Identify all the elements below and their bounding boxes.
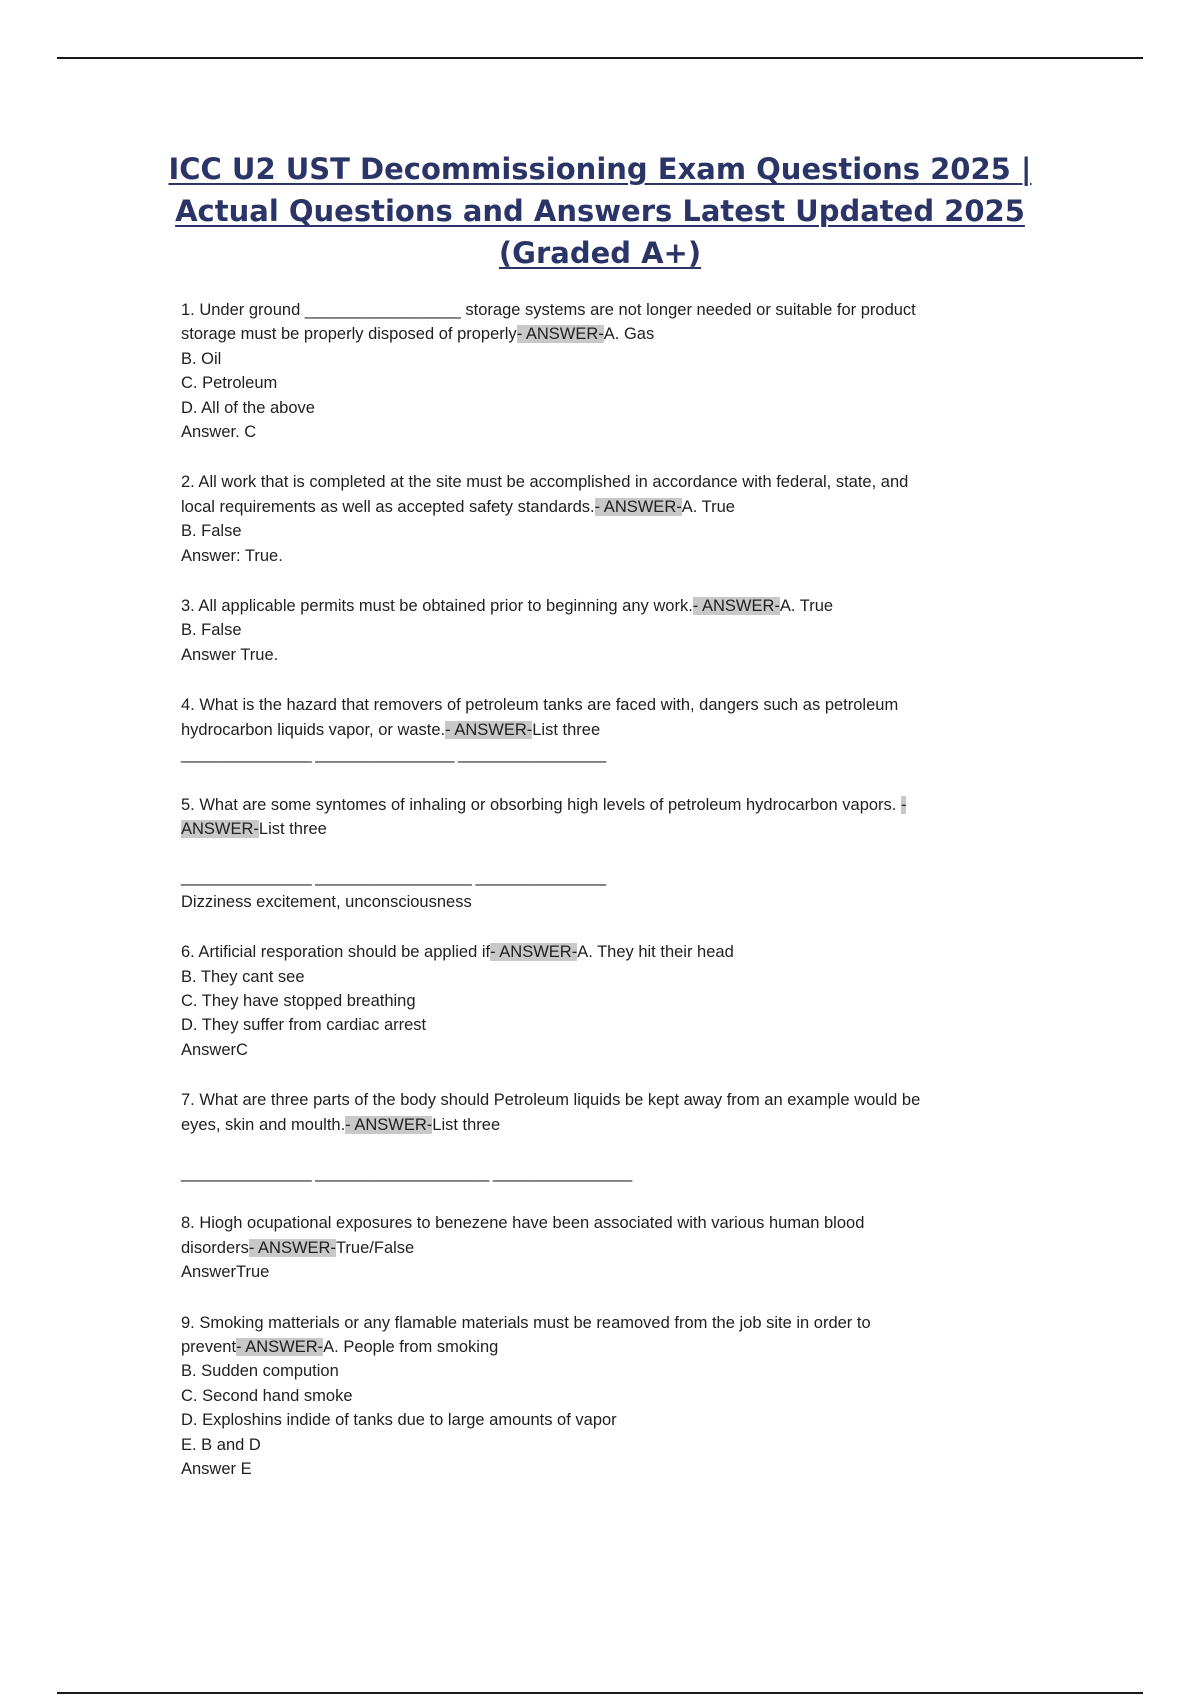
title-line: Actual Questions and Answers Latest Updated 2025 [175, 194, 1025, 228]
question-prompt-text: 5. What are some syntomes of inhaling or obsorbing high levels of petroleum hydrocarbon vapors. [181, 795, 897, 814]
answer-option: C. Second hand smoke [181, 1386, 353, 1405]
question-item [181, 793, 1031, 915]
correct-answer: Answer: True. [181, 546, 283, 565]
question-prompt-line [181, 594, 1031, 618]
question-prompt: 4. What is the hazard that removers of petroleum tanks are faced with, dangers such as petroleum [181, 696, 899, 715]
question-item [181, 298, 1031, 444]
question-item [181, 1088, 1031, 1185]
blank-spacer [181, 841, 1031, 865]
question-item [181, 594, 1031, 667]
question-item [181, 470, 1031, 568]
question-prompt: 1. Under ground _________________ storage systems are not longer needed or suitable for product [181, 301, 916, 319]
answer-tag: - ANSWER- [236, 1338, 324, 1356]
document-title [120, 148, 1080, 274]
correct-answer: Answer True. [181, 645, 279, 664]
answer-tag: - ANSWER- [490, 943, 578, 962]
answer-tag: - ANSWER- [692, 597, 780, 616]
correct-answer: Answer. C [181, 423, 257, 442]
answer-option: B. False [181, 522, 242, 541]
answer-option: D. Exploshins indide of tanks due to large amounts of vapor [181, 1411, 617, 1430]
answer-tag: - ANSWER- [345, 1115, 433, 1134]
answer-option: A. Gas [603, 325, 655, 344]
correct-answer: AnswerC [181, 1040, 248, 1059]
answer-blanks: _______________ __________________ _______________ [181, 868, 606, 887]
question-prompt-line [181, 1335, 1031, 1359]
answer-tag: - ANSWER- [594, 497, 682, 516]
answer-option: E. B and D [181, 1435, 261, 1454]
question-prompt-line [181, 1236, 1031, 1260]
answer-option: A. People from smoking [323, 1338, 499, 1356]
answer-option: List three [258, 819, 327, 838]
answer-option: B. They cant see [181, 967, 305, 986]
answer-blanks: _______________ ____________________ ________________ [181, 1163, 632, 1182]
question-prompt-line [181, 793, 1031, 817]
answer-tag-part: - [900, 795, 907, 814]
answer-option: A. They hit their head [577, 943, 734, 962]
question-prompt-text: 6. Artificial resporation should be applied if [181, 943, 491, 962]
question-prompt-text: 3. All applicable permits must be obtained prior to beginning any work. [181, 597, 693, 616]
header-rule [57, 57, 1143, 59]
answer-option: D. All of the above [181, 398, 315, 417]
answer-option: True/False [335, 1238, 415, 1257]
correct-answer: Answer E [181, 1460, 252, 1479]
question-item [181, 940, 1031, 1062]
footer-rule [57, 1692, 1143, 1694]
title-line: (Graded A+) [498, 236, 702, 270]
question-prompt-line [181, 940, 1031, 964]
answer-option: A. True [779, 597, 834, 616]
question-prompt: 7. What are three parts of the body should Petroleum liquids be kept away from an example would be [181, 1091, 921, 1110]
question-prompt-line [181, 718, 1031, 742]
answer-option: B. Sudden compution [181, 1362, 339, 1381]
question-prompt: 9. Smoking matterials or any flamable materials must be reamoved from the job site in order to [181, 1313, 871, 1332]
correct-answer: Dizziness excitement, unconsciousness [181, 892, 472, 911]
question-prompt-text: storage must be properly disposed of properly [181, 325, 517, 344]
correct-answer: AnswerTrue [181, 1263, 270, 1282]
answer-blanks: _______________ ________________ _________________ [181, 745, 606, 764]
question-prompt: 8. Hiogh ocupational exposures to benezene have been associated with various human blood [181, 1214, 865, 1233]
answer-tag: - ANSWER- [248, 1238, 336, 1257]
question-prompt-text: local requirements as well as accepted safety standards. [181, 497, 595, 516]
question-prompt-line [181, 495, 1031, 519]
question-prompt-line [181, 817, 1031, 841]
answer-option: List three [432, 1115, 501, 1134]
answer-option: B. Oil [181, 349, 222, 368]
answer-tag: - ANSWER- [445, 720, 533, 739]
answer-tag-part: ANSWER- [181, 819, 259, 838]
question-prompt-line [181, 1113, 1031, 1137]
question-prompt-text: eyes, skin and moulth. [181, 1115, 346, 1134]
question-prompt-text: hydrocarbon liquids vapor, or waste. [181, 720, 446, 739]
answer-option: D. They suffer from cardiac arrest [181, 1016, 427, 1035]
answer-option: A. True [681, 497, 735, 516]
question-item [181, 693, 1031, 766]
question-list [181, 298, 1031, 1507]
question-prompt-text: disorders [181, 1238, 249, 1257]
answer-option: B. False [181, 621, 242, 640]
question-item [181, 1211, 1031, 1284]
question-prompt: 2. All work that is completed at the site must be accomplished in accordance with federal, state, and [181, 473, 909, 492]
answer-option: C. They have stopped breathing [181, 991, 416, 1010]
blank-spacer [181, 1137, 1031, 1161]
answer-option: List three [532, 720, 601, 739]
question-item [181, 1311, 1031, 1482]
title-line: ICC U2 UST Decommissioning Exam Questions 2025 | [168, 152, 1032, 186]
answer-option: C. Petroleum [181, 374, 278, 393]
answer-tag: - ANSWER- [516, 325, 604, 344]
question-prompt-text: prevent [181, 1338, 237, 1356]
question-prompt-line [181, 322, 1031, 346]
